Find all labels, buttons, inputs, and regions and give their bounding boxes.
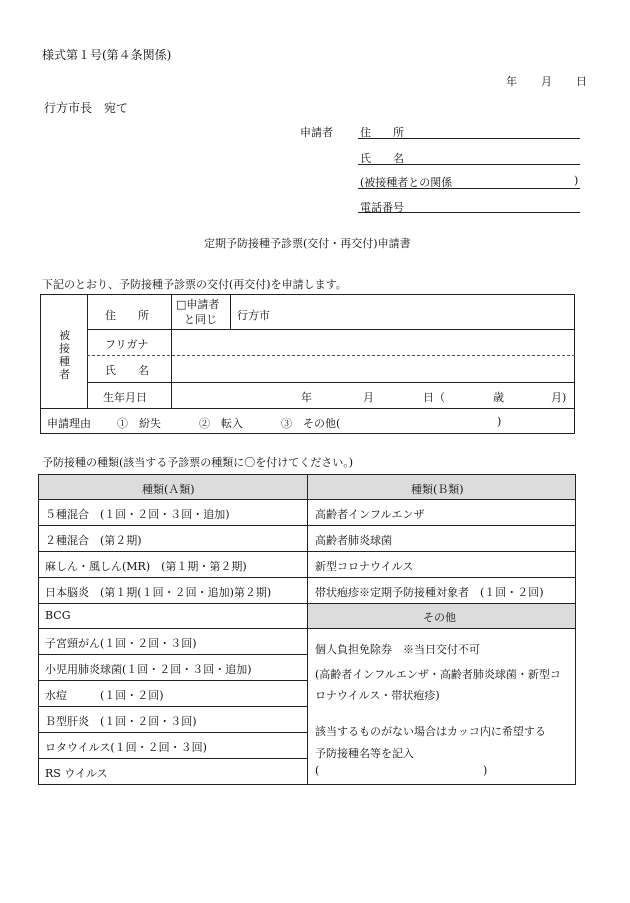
- vaccine-b-item[interactable]: 新型コロナウイルス: [315, 560, 414, 573]
- vaccine-b-item[interactable]: 帯状疱疹※定期予防接種対象者 (１回・２回): [315, 586, 544, 599]
- reason-3-option[interactable]: ③ その他(: [281, 417, 341, 430]
- same-as-applicant-checkbox[interactable]: □申請者 と同じ: [176, 298, 220, 326]
- date-year: 年: [506, 75, 517, 88]
- recipient-furigana-label: フリガナ: [105, 338, 149, 351]
- recipient-city: 行方市: [237, 309, 270, 322]
- reason-label: 申請理由: [47, 417, 91, 430]
- birth-month: 月: [363, 391, 374, 404]
- recipient-birthdate-field[interactable]: [175, 384, 570, 406]
- applicant-label: 申請者: [300, 126, 333, 139]
- recipient-name-label: 氏 名: [105, 364, 149, 377]
- header-b: 種類(Ｂ類): [411, 483, 464, 496]
- recipient-birthdate-label: 生年月日: [103, 391, 147, 404]
- reason-close: ): [497, 415, 502, 428]
- vaccine-a-item[interactable]: ２種混合 (第２期): [45, 534, 142, 547]
- vaccine-a-item[interactable]: 麻しん・風しん(MR) (第１期・第２期): [45, 560, 247, 573]
- other-vaccine-field[interactable]: [325, 762, 477, 778]
- vaccine-a-item[interactable]: 子宮頸がん(１回・２回・３回): [45, 637, 197, 650]
- date-day: 日: [576, 75, 587, 88]
- vaccine-table: [38, 474, 576, 785]
- addressee: 行方市長 宛て: [44, 101, 129, 115]
- vaccine-a-item[interactable]: ロタウイルス(１回・２回・３回): [45, 741, 207, 754]
- other-line: 該当するものがない場合はカッコ内に希望する: [315, 725, 546, 738]
- birth-year: 年: [301, 391, 312, 404]
- other-line: ロナウイルス・帯状疱疹): [315, 689, 440, 702]
- applicant-relation-line[interactable]: [358, 188, 580, 189]
- form-title: 定期予防接種予診票(交付・再交付)申請書: [204, 237, 411, 250]
- other-exemption-ticket[interactable]: 個人負担免除券 ※当日交付不可: [315, 643, 480, 656]
- reason-1-option[interactable]: ① 紛失: [117, 417, 161, 430]
- recipient-address-field[interactable]: [237, 301, 567, 327]
- date-month: 月: [541, 75, 552, 88]
- vaccine-b-item[interactable]: 高齢者インフルエンザ: [315, 508, 425, 521]
- applicant-relation-label: (被接種者との関係: [360, 176, 453, 189]
- vaccine-b-item[interactable]: 高齢者肺炎球菌: [315, 534, 392, 547]
- recipient-address-label: 住 所: [105, 309, 149, 322]
- other-paren-close: ): [483, 764, 488, 777]
- other-header: その他: [423, 611, 456, 624]
- applicant-relation-close: ): [574, 174, 579, 187]
- vaccine-a-item[interactable]: RS ウイルス: [45, 767, 108, 780]
- vaccine-a-item[interactable]: 水痘 (１回・２回): [45, 689, 164, 702]
- vaccine-a-item[interactable]: 小児用肺炎球菌(１回・２回・３回・追加): [45, 663, 252, 676]
- applicant-address-label: 住 所: [360, 126, 404, 139]
- applicant-phone-label: 電話番号: [360, 201, 404, 214]
- age-close: 月): [551, 391, 567, 404]
- vaccine-a-item[interactable]: 日本脳炎 (第１期(１回・２回・追加)第２期): [45, 586, 272, 599]
- vaccine-a-item[interactable]: BCG: [45, 609, 71, 622]
- other-line: 予防接種名等を記入: [315, 747, 414, 760]
- form-number: 様式第１号(第４条関係): [42, 48, 172, 62]
- reason-2-option[interactable]: ② 転入: [199, 417, 243, 430]
- recipient-name-field[interactable]: [175, 358, 570, 380]
- other-paren-open: (: [315, 764, 320, 777]
- other-line: (高齢者インフルエンザ・高齢者肺炎球菌・新型コ: [315, 668, 561, 681]
- intro-text: 下記のとおり、予防接種予診票の交付(再交付)を申請します。: [42, 278, 347, 291]
- applicant-name-line[interactable]: [358, 164, 580, 165]
- vaccine-a-item[interactable]: ５種混合 (１回・２回・３回・追加): [45, 508, 230, 521]
- birth-day: 日（: [423, 391, 445, 404]
- recipient-table: [40, 294, 575, 434]
- header-a: 種類(Ａ類): [142, 483, 195, 496]
- applicant-name-label: 氏 名: [360, 152, 404, 165]
- age-label: 歳: [493, 391, 504, 404]
- recipient-furigana-field[interactable]: [175, 332, 570, 354]
- recipient-side-label: 被 接 種 者: [59, 329, 70, 381]
- applicant-phone-line[interactable]: [358, 212, 580, 213]
- applicant-address-line[interactable]: [358, 138, 580, 139]
- vaccine-a-item[interactable]: Ｂ型肝炎 (１回・２回・３回): [45, 715, 197, 728]
- vaccine-section-label: 予防接種の種類(該当する予診票の種類に〇を付けてください。): [42, 456, 354, 469]
